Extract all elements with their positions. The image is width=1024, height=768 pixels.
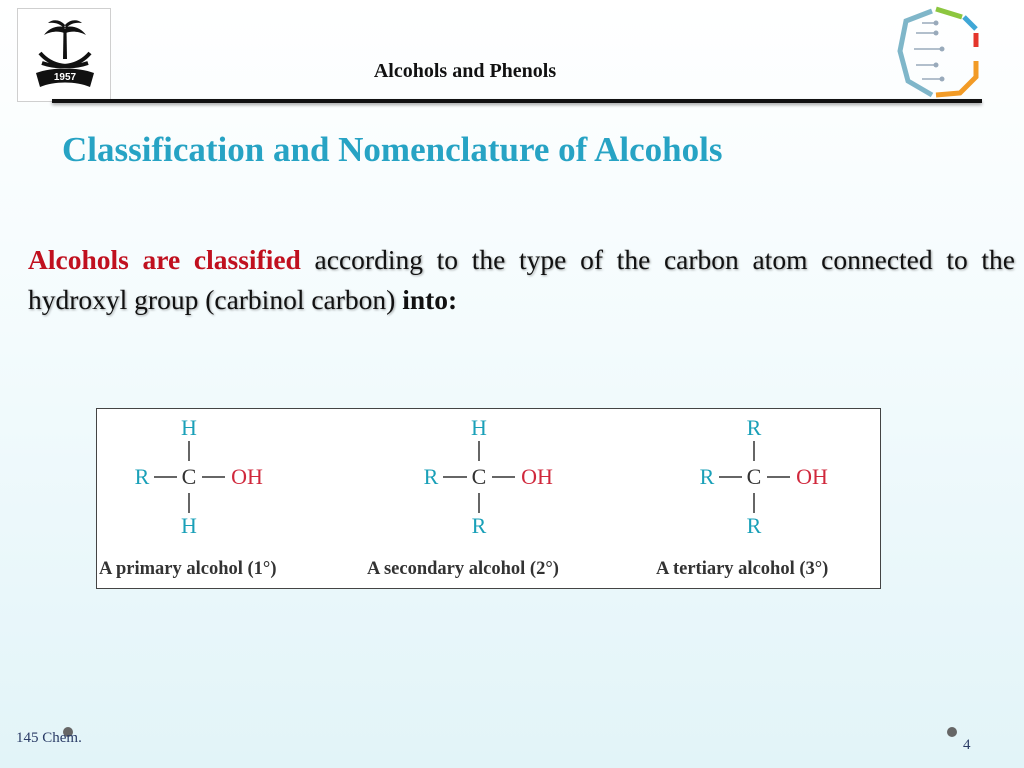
header-title: Alcohols and Phenols bbox=[373, 60, 557, 82]
university-emblem-logo bbox=[17, 8, 111, 102]
struct-3-center: C bbox=[746, 464, 762, 489]
struct-2-bottom: R bbox=[471, 513, 487, 538]
struct-1-left: R bbox=[134, 464, 150, 489]
emblem-year: 1957 bbox=[53, 72, 77, 83]
alcohol-classes-figure bbox=[96, 408, 881, 589]
struct-1-right: OH bbox=[231, 464, 263, 489]
struct-2-left: R bbox=[423, 464, 439, 489]
struct-2-top: H bbox=[471, 415, 487, 440]
page-number: 4 bbox=[963, 737, 971, 753]
body-red-phrase: Alcohols are classified bbox=[28, 244, 301, 275]
caption-primary: A primary alcohol (1°) bbox=[99, 559, 277, 579]
tertiary-alcohol-structure bbox=[700, 415, 828, 538]
slide-title: Classification and Nomenclature of Alcohols bbox=[62, 130, 723, 169]
caption-tertiary: A tertiary alcohol (3°) bbox=[656, 559, 829, 579]
struct-3-right: OH bbox=[796, 464, 828, 489]
struct-3-left: R bbox=[699, 464, 715, 489]
body-tail: into: bbox=[402, 284, 458, 315]
caption-secondary: A secondary alcohol (2°) bbox=[367, 559, 559, 579]
footer-course-label: 145 Chem. bbox=[16, 730, 82, 746]
struct-2-center: C bbox=[471, 464, 487, 489]
primary-alcohol-structure bbox=[135, 415, 263, 538]
secondary-alcohol-structure bbox=[424, 415, 553, 538]
circuit-c-logo-icon bbox=[892, 3, 984, 99]
struct-3-bottom: R bbox=[746, 513, 762, 538]
struct-1-bottom: H bbox=[181, 513, 197, 538]
body-shadow-phrase: according to the type of the carbon atom connected to the hydroxyl group (carbinol carbon) bbox=[28, 244, 1016, 315]
slide-body-text bbox=[28, 240, 1015, 320]
struct-1-top: H bbox=[181, 415, 197, 440]
footer-bullet-dot-right bbox=[947, 727, 957, 737]
struct-2-right: OH bbox=[521, 464, 553, 489]
struct-3-top: R bbox=[746, 415, 762, 440]
palm-swords-emblem-icon bbox=[18, 9, 112, 103]
header-divider bbox=[52, 99, 982, 103]
department-logo bbox=[892, 3, 984, 99]
struct-1-center: C bbox=[181, 464, 197, 489]
